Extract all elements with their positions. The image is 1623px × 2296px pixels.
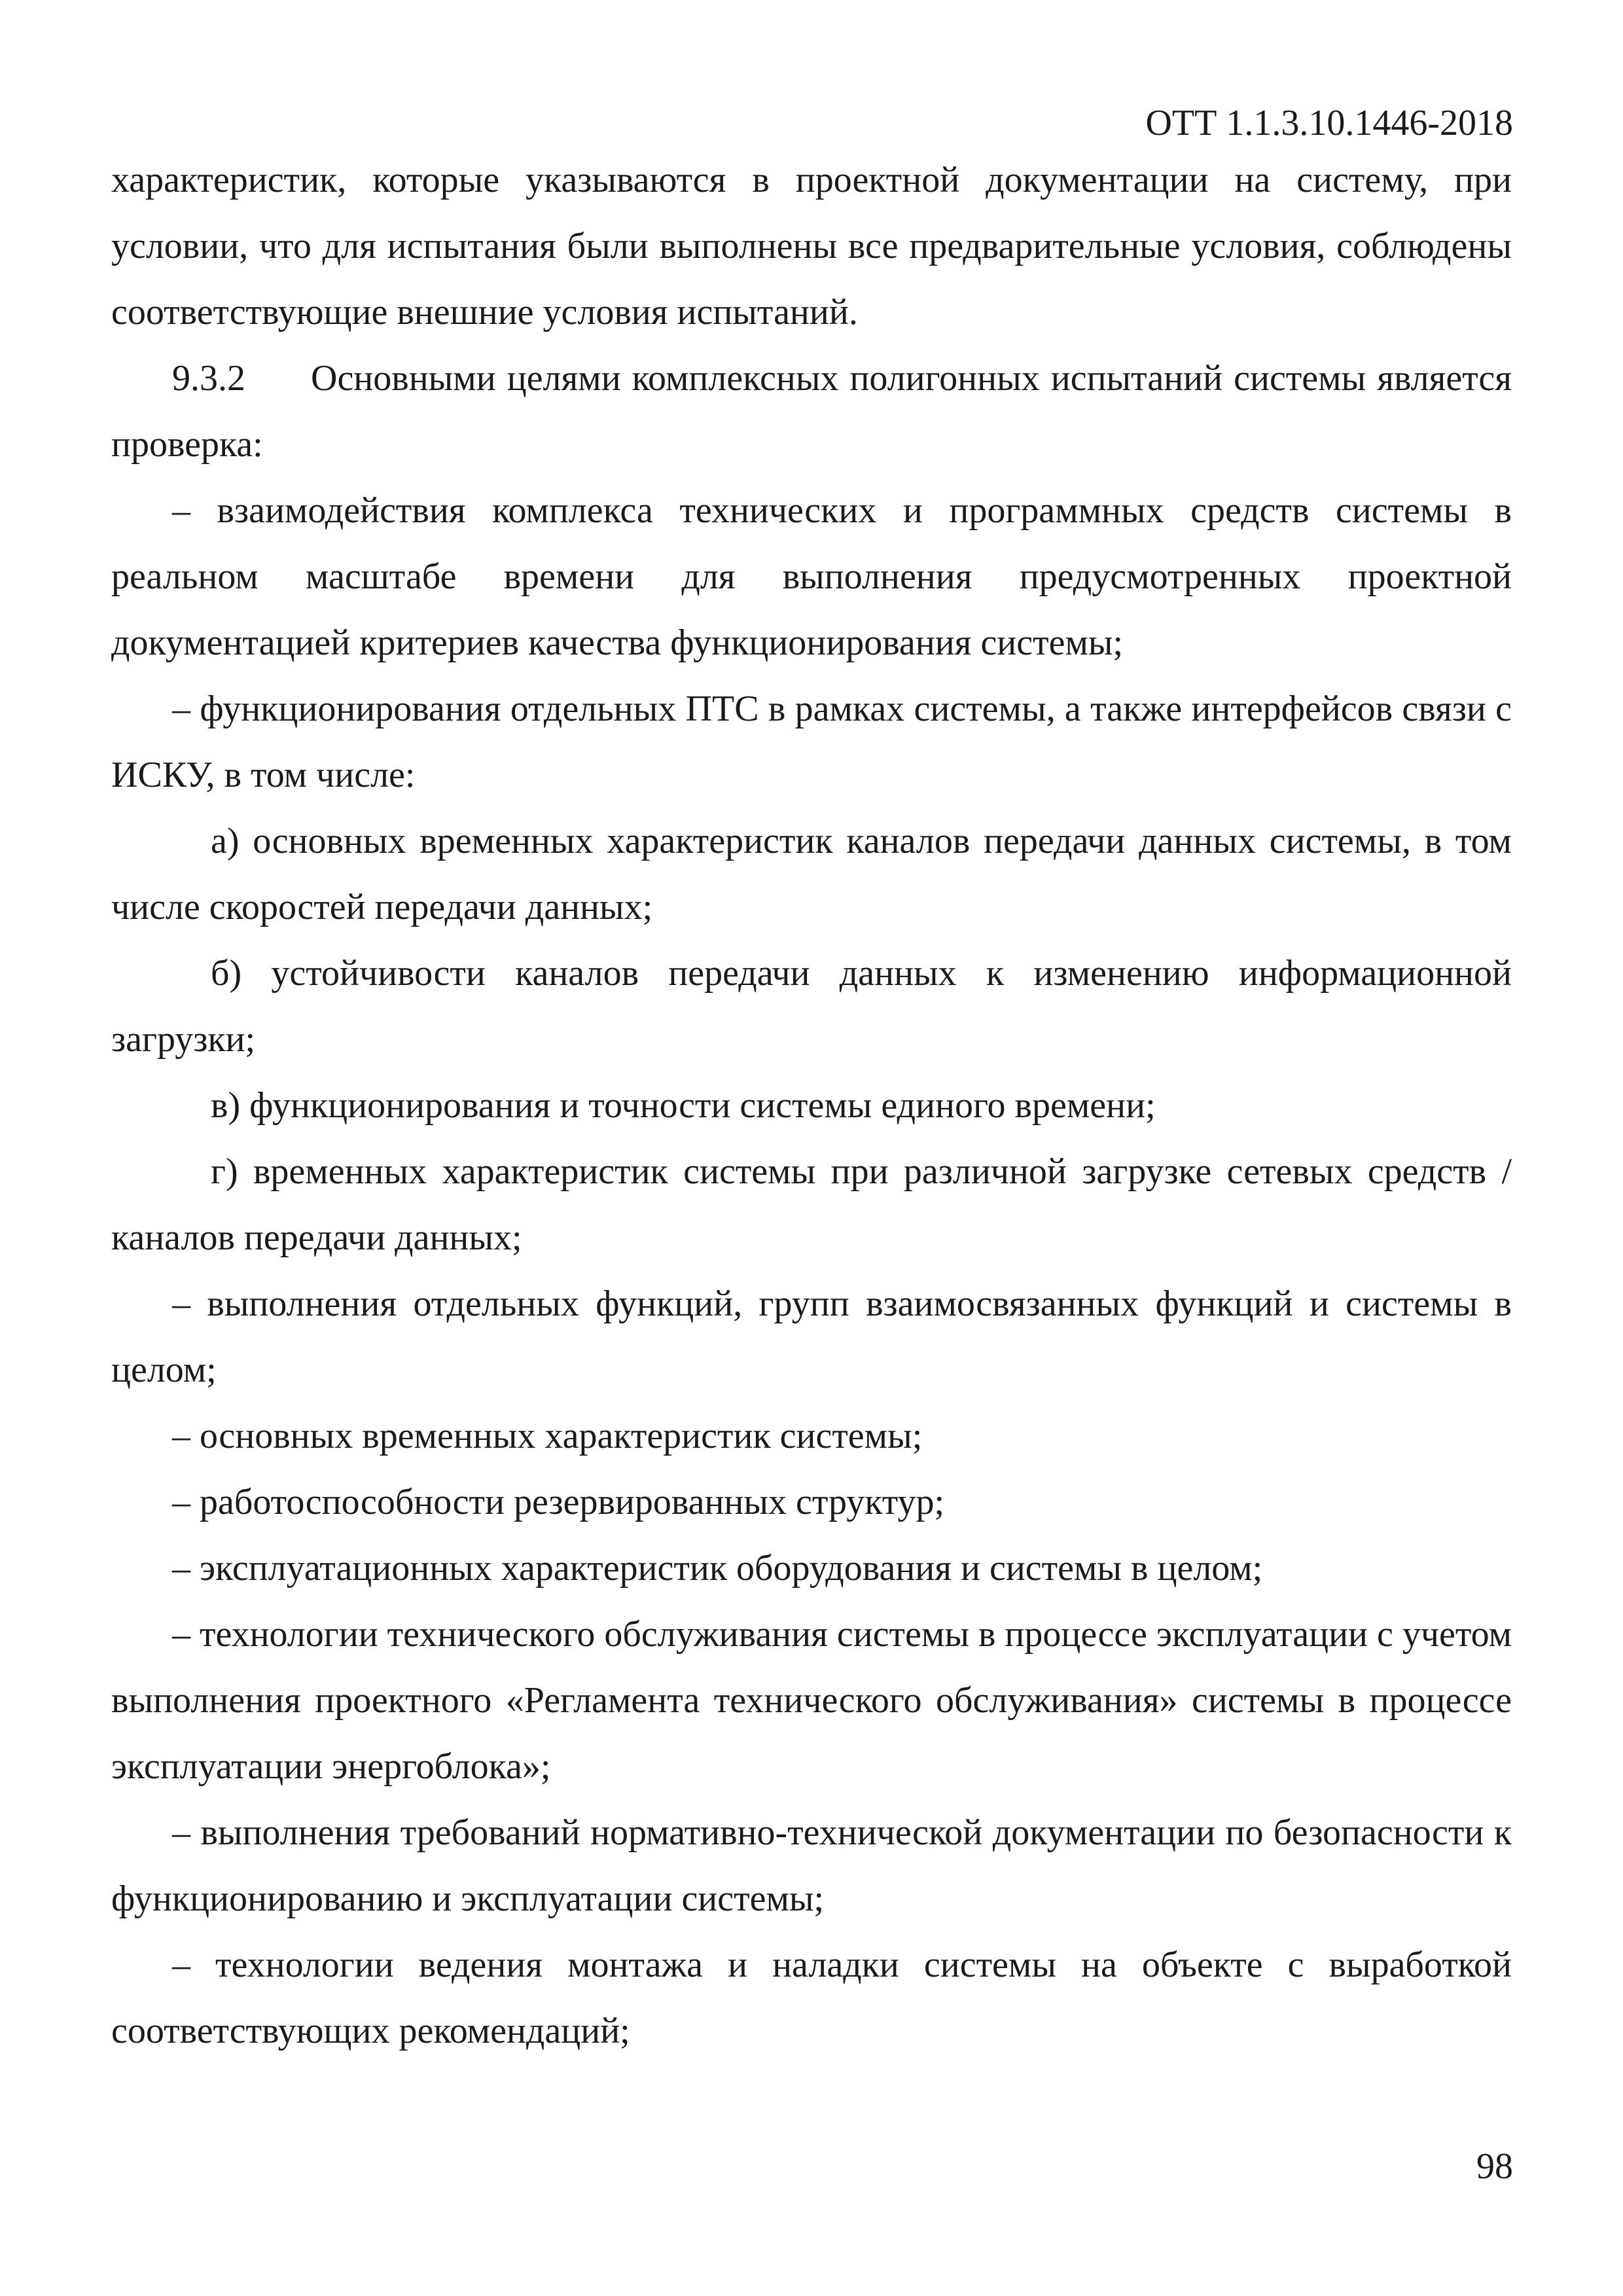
document-code: ОТТ 1.1.3.10.1446-2018 [1145,103,1513,143]
page-number: 98 [1476,2146,1513,2187]
sublist-item-c: в) функционирования и точности системы единого времени; [211,1085,1156,1126]
list-item: – выполнения требований нормативно-технической документации по безопасности к функционированию и эксплуатации системы; [111,1812,1512,1919]
sublist-item-b: б) устойчивости каналов передачи данных к изменению информационной загрузки; [111,953,1512,1060]
section-paragraph [111,346,1512,478]
sublist-item-d: г) временных характеристик системы при различной загрузке сетевых средств / каналов передачи данных; [111,1151,1512,1258]
list-item: – технологии ведения монтажа и наладки системы на объекте с выработкой соответствующих рекомендаций; [111,1945,1512,2051]
list-item: – эксплуатационных характеристик оборудования и системы в целом; [172,1548,1263,1588]
list-item: – взаимодействия комплекса технических и программных средств системы в реальном масштабе времени для выполнения предусмотренных проектной документацией критериев качества функционирования системы; [111,490,1512,663]
section-number: 9.3.2 [172,358,245,399]
list-item: – основных временных характеристик системы; [172,1416,923,1456]
sublist-item-a: а) основных временных характеристик каналов передачи данных системы, в том числе скоростей передачи данных; [111,821,1512,927]
section-text: Основными целями комплексных полигонных испытаний системы является проверка: [111,358,1512,465]
paragraph-intro: характеристик, которые указываются в проектной документации на систему, при условии, что для испытания были выполнены все предварительные условия, соблюдены соответствующие внешние условия испытаний. [111,160,1512,332]
list-item: – выполнения отдельных функций, групп взаимосвязанных функций и системы в целом; [111,1283,1512,1390]
list-item: – работоспособности резервированных структур; [172,1482,945,1522]
list-item: – функционирования отдельных ПТС в рамках системы, а также интерфейсов связи с ИСКУ, в том числе: [111,689,1512,795]
document-body [111,147,1512,2064]
list-item: – технологии технического обслуживания системы в процессе эксплуатации с учетом выполнения проектного «Регламента технического обслуживания» системы в процессе эксплуатации энергоблока»; [111,1614,1512,1787]
